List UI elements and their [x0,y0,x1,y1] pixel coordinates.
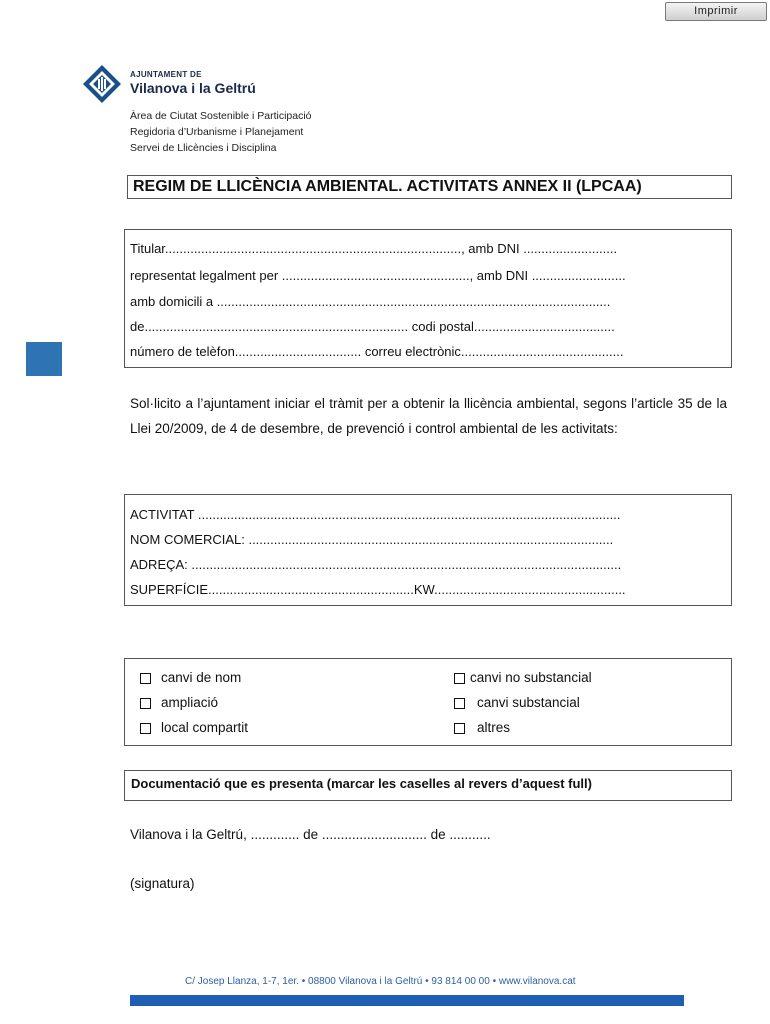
representative-field[interactable]: representat legalment per ...................................................., amb DNI .......................... [130,268,626,283]
footer-address: C/ Josep Llanza, 1-7, 1er. • 08800 Vilanova i la Geltrú • 93 814 00 00 • www.vilanova.cat [185,976,576,987]
form-title: REGIM DE LLICÈNCIA AMBIENTAL. ACTIVITATS ANNEX II (LPCAA) [127,175,732,199]
surface-kw-field[interactable]: SUPERFÍCIE.........................................................KW..................................................... [130,582,626,597]
request-paragraph: Sol·licito a l’ajuntament iniciar el tràmit per a obtenir la llicència ambiental, segons l’article 35 de la Llei 20/2009, de 4 de desembre, de prevenció i control ambiental de les activitats: [130,396,727,436]
department-line: Regidoria d’Urbanisme i Planejament [130,126,304,138]
option-label: canvi substancial [477,695,580,710]
checkbox-ampliacio[interactable] [140,698,151,709]
option-label: altres [477,720,511,735]
documentation-heading: Documentació que es presenta (marcar les caselles al revers d’aquest full) [124,770,732,801]
titular-field[interactable]: Titular.................................................................................., amb DNI .......................... [130,241,618,256]
date-line[interactable]: Vilanova i la Geltrú, ............. de ............................ de ........... [130,827,491,842]
activity-field[interactable]: ACTIVITAT ..................................................................................................................... [130,507,621,522]
activity-address-field[interactable]: ADREÇA: ....................................................................................................................... [130,557,622,572]
footer-bar [130,995,684,1006]
trade-name-field[interactable]: NOM COMERCIAL: ..................................................................................................... [130,532,614,547]
checkbox-canvi-no-substancial[interactable] [454,673,465,684]
option-label: local compartit [161,720,249,735]
department-line: Àrea de Ciutat Sostenible i Participació [130,110,312,122]
option-label: canvi de nom [161,670,242,685]
address-field[interactable]: amb domicili a ............................................................................................................. [130,294,611,309]
checkbox-altres[interactable] [454,723,465,734]
phone-email-field[interactable]: número de telèfon................................... correu electrònic............................................. [130,344,624,359]
town-logo-icon [82,64,122,104]
side-marker [26,342,62,376]
signature-label: (signatura) [130,876,195,891]
option-label: ampliació [161,695,219,710]
org-label-small: AJUNTAMENT DE [130,70,202,79]
checkbox-canvi-substancial[interactable] [454,698,465,709]
department-line: Servei de Llicències i Disciplina [130,142,277,154]
option-label: canvi no substancial [470,670,592,685]
org-label-big: Vilanova i la Geltrú [130,80,256,96]
checkbox-local-compartit[interactable] [140,723,151,734]
city-postal-field[interactable]: de......................................................................... codi postal....................................... [130,319,615,334]
checkbox-canvi-de-nom[interactable] [140,673,151,684]
print-button[interactable]: Imprimir [665,2,767,21]
